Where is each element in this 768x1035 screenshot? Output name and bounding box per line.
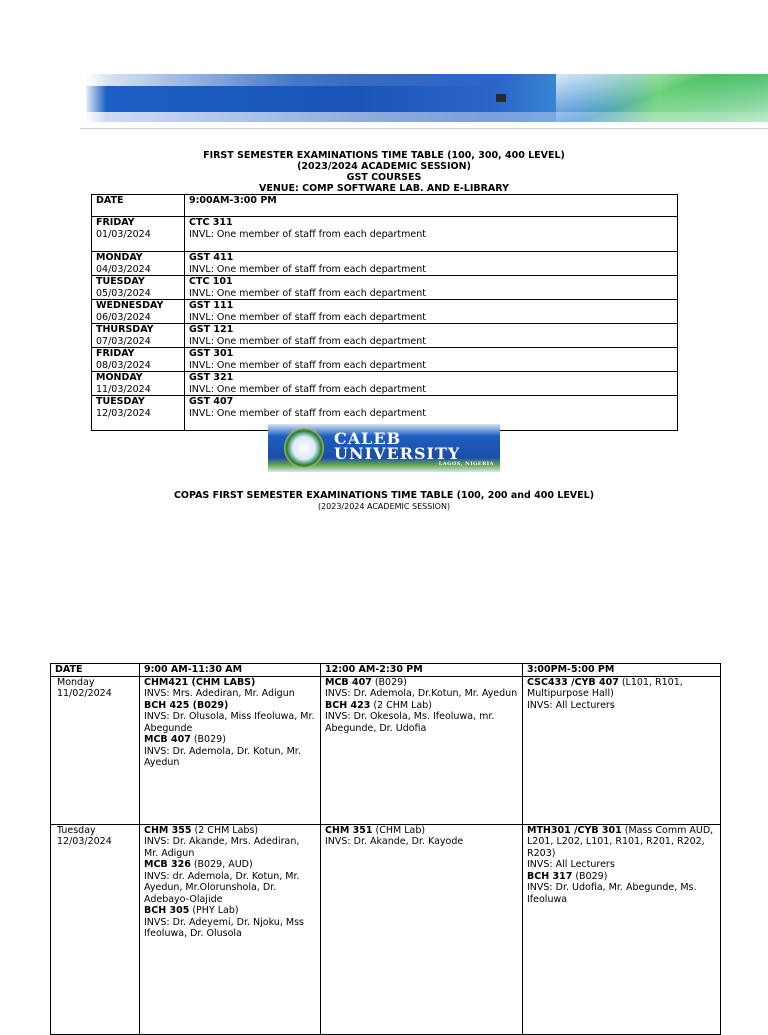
logo-word-2: UNIVERSITY [334,444,461,463]
exam-invigilators: INVS: Mrs. Adediran, Mr. Adigun [144,688,295,699]
row-course: CTC 311 [189,217,233,228]
exam-invigilators: INVS: Dr. Okesola, Ms. Ifeoluwa, mr. Abegunde, Dr. Udofia [325,711,495,734]
exam-invigilators: INVS: Dr. Akande, Dr. Kayode [325,836,464,847]
exam-venue: (B029) [371,676,407,688]
exam-venue: (CHM Lab) [372,824,426,836]
exam-invigilators: INVS: Dr. Udofia, Mr. Abegunde, Ms. Ifeoluwa [527,882,697,905]
row-day: Tuesday [57,824,96,836]
row-invigilators: INVL: One member of staff from each department [189,335,426,347]
row-invigilators: INVL: One member of staff from each department [189,311,426,323]
exam-course: CHM 355 [144,824,192,836]
row-invigilators: INVL: One member of staff from each department [189,263,426,275]
exam-course: CHM 351 [325,824,373,836]
row-day: Monday [57,676,95,688]
exam-invigilators: INVS: Dr. Ademola, Dr.Kotun, Mr. Ayedun [325,688,518,699]
copas-subtitle: (2023/2024 ACADEMIC SESSION) [317,502,451,511]
exam-venue: (PHY Lab) [189,905,239,916]
exam-course: CHM421 (CHM LABS) [144,676,256,688]
logo-word-1: CALEB [334,429,402,448]
table-header-row [51,664,721,677]
row-day: TUESDAY [96,396,145,407]
row-day: MONDAY [96,372,143,383]
gst-title-line-2: (2023/2024 ACADEMIC SESSION) [297,161,471,172]
exam-invigilators: INVS: dr. Ademola, Dr. Kotun, Mr. Ayedun, Mr.Olorunshola, Dr. Adebayo-Olajide [144,870,300,905]
row-day: FRIDAY [96,348,135,359]
gst-title-line-4: VENUE: COMP SOFTWARE LAB. AND E-LIBRARY [259,183,509,194]
table-row [92,217,678,252]
exam-course: BCH 423 [325,699,371,711]
table-row [92,300,678,324]
row-date: 06/03/2024 [96,311,151,323]
row-course: GST 301 [189,348,234,359]
exam-venue: (2 CHM Labs) [191,824,259,836]
exam-invigilators: INVS: Dr. Adeyemi, Dr. Njoku, Mss Ifeoluwa, Dr. Olusola [144,916,304,939]
logo-tagline: LAGOS, NIGERIA [438,461,494,467]
row-course: GST 321 [189,372,234,383]
table-row [92,372,678,396]
row-date: 05/03/2024 [96,287,151,299]
exam-course: CSC433 /CYB 407 [527,676,619,688]
exam-venue: (Mass Comm AUD, L201, L202, L101, R101, R201, R202, R203) [527,824,714,859]
row-day: FRIDAY [96,217,135,228]
table-row [92,252,678,276]
exam-course: MCB 326 [144,859,191,870]
row-course: GST 411 [189,252,234,263]
row-date: 07/03/2024 [96,335,151,347]
exam-invigilators: INVS: All Lecturers [527,699,615,711]
row-date: 12/03/2024 [96,407,151,419]
row-date: 01/03/2024 [96,228,151,240]
exam-invigilators: INVS: All Lecturers [527,859,615,870]
date-header: DATE [55,664,83,675]
university-logo [268,424,500,472]
row-day: TUESDAY [96,276,145,287]
gst-title-line-1: FIRST SEMESTER EXAMINATIONS TIME TABLE (100, 300, 400 LEVEL) [203,150,565,161]
table-header-row [92,195,678,217]
row-date: 11/02/2024 [57,688,112,699]
exam-course: BCH 425 (B029) [144,699,229,711]
banner-divider [80,128,768,129]
time-header: 9:00AM-3:00 PM [189,195,277,206]
exam-invigilators: INVS: Dr. Olusola, Miss Ifeoluwa, Mr. Abegunde [144,711,315,734]
table-row [51,824,721,1034]
university-seal-icon [284,428,324,468]
row-day: THURSDAY [96,324,154,335]
row-day: WEDNESDAY [96,300,164,311]
exam-course: BCH 305 [144,905,190,916]
row-invigilators: INVL: One member of staff from each department [189,287,426,299]
row-course: CTC 101 [189,276,233,287]
gst-title-line-3: GST COURSES [346,172,422,183]
exam-invigilators: INVS: Dr. Akande, Mrs. Adediran, Mr. Adigun [144,836,300,859]
exam-course: MCB 407 [144,734,191,745]
row-invigilators: INVL: One member of staff from each department [189,228,426,240]
row-date: 12/03/2024 [57,836,112,847]
exam-course: MTH301 /CYB 301 [527,824,622,836]
slot2-header: 12:00 AM-2:30 PM [325,664,423,675]
row-course: GST 407 [189,396,234,407]
table-row [92,276,678,300]
copas-title: COPAS FIRST SEMESTER EXAMINATIONS TIME TABLE (100, 200 and 400 LEVEL) [173,490,595,501]
exam-venue: (B029) [572,870,608,882]
table-row [51,676,721,824]
header-banner [86,72,768,124]
exam-venue: (B029) [190,734,226,745]
copas-timetable [50,663,721,1035]
row-invigilators: INVL: One member of staff from each department [189,359,426,371]
slot1-header: 9:00 AM-11:30 AM [144,664,243,675]
row-invigilators: INVL: One member of staff from each department [189,407,426,419]
table-row [92,348,678,372]
row-invigilators: INVL: One member of staff from each department [189,383,426,395]
exam-course: MCB 407 [325,676,372,688]
row-day: MONDAY [96,252,143,263]
row-course: GST 121 [189,324,234,335]
row-date: 11/03/2024 [96,383,151,395]
exam-venue: (2 CHM Lab) [370,699,432,711]
exam-invigilators: INVS: Dr. Ademola, Dr. Kotun, Mr. Ayedun [144,745,301,768]
row-date: 04/03/2024 [96,263,151,275]
exam-venue: (B029, AUD) [190,859,253,870]
exam-course: BCH 317 [527,870,573,882]
row-date: 08/03/2024 [96,359,151,371]
exam-venue: (L101, R101, Multipurpose Hall) [527,676,683,699]
date-header: DATE [96,195,124,206]
gst-timetable [91,194,678,431]
row-course: GST 111 [189,300,234,311]
table-row [92,324,678,348]
slot3-header: 3:00PM-5:00 PM [527,664,615,675]
